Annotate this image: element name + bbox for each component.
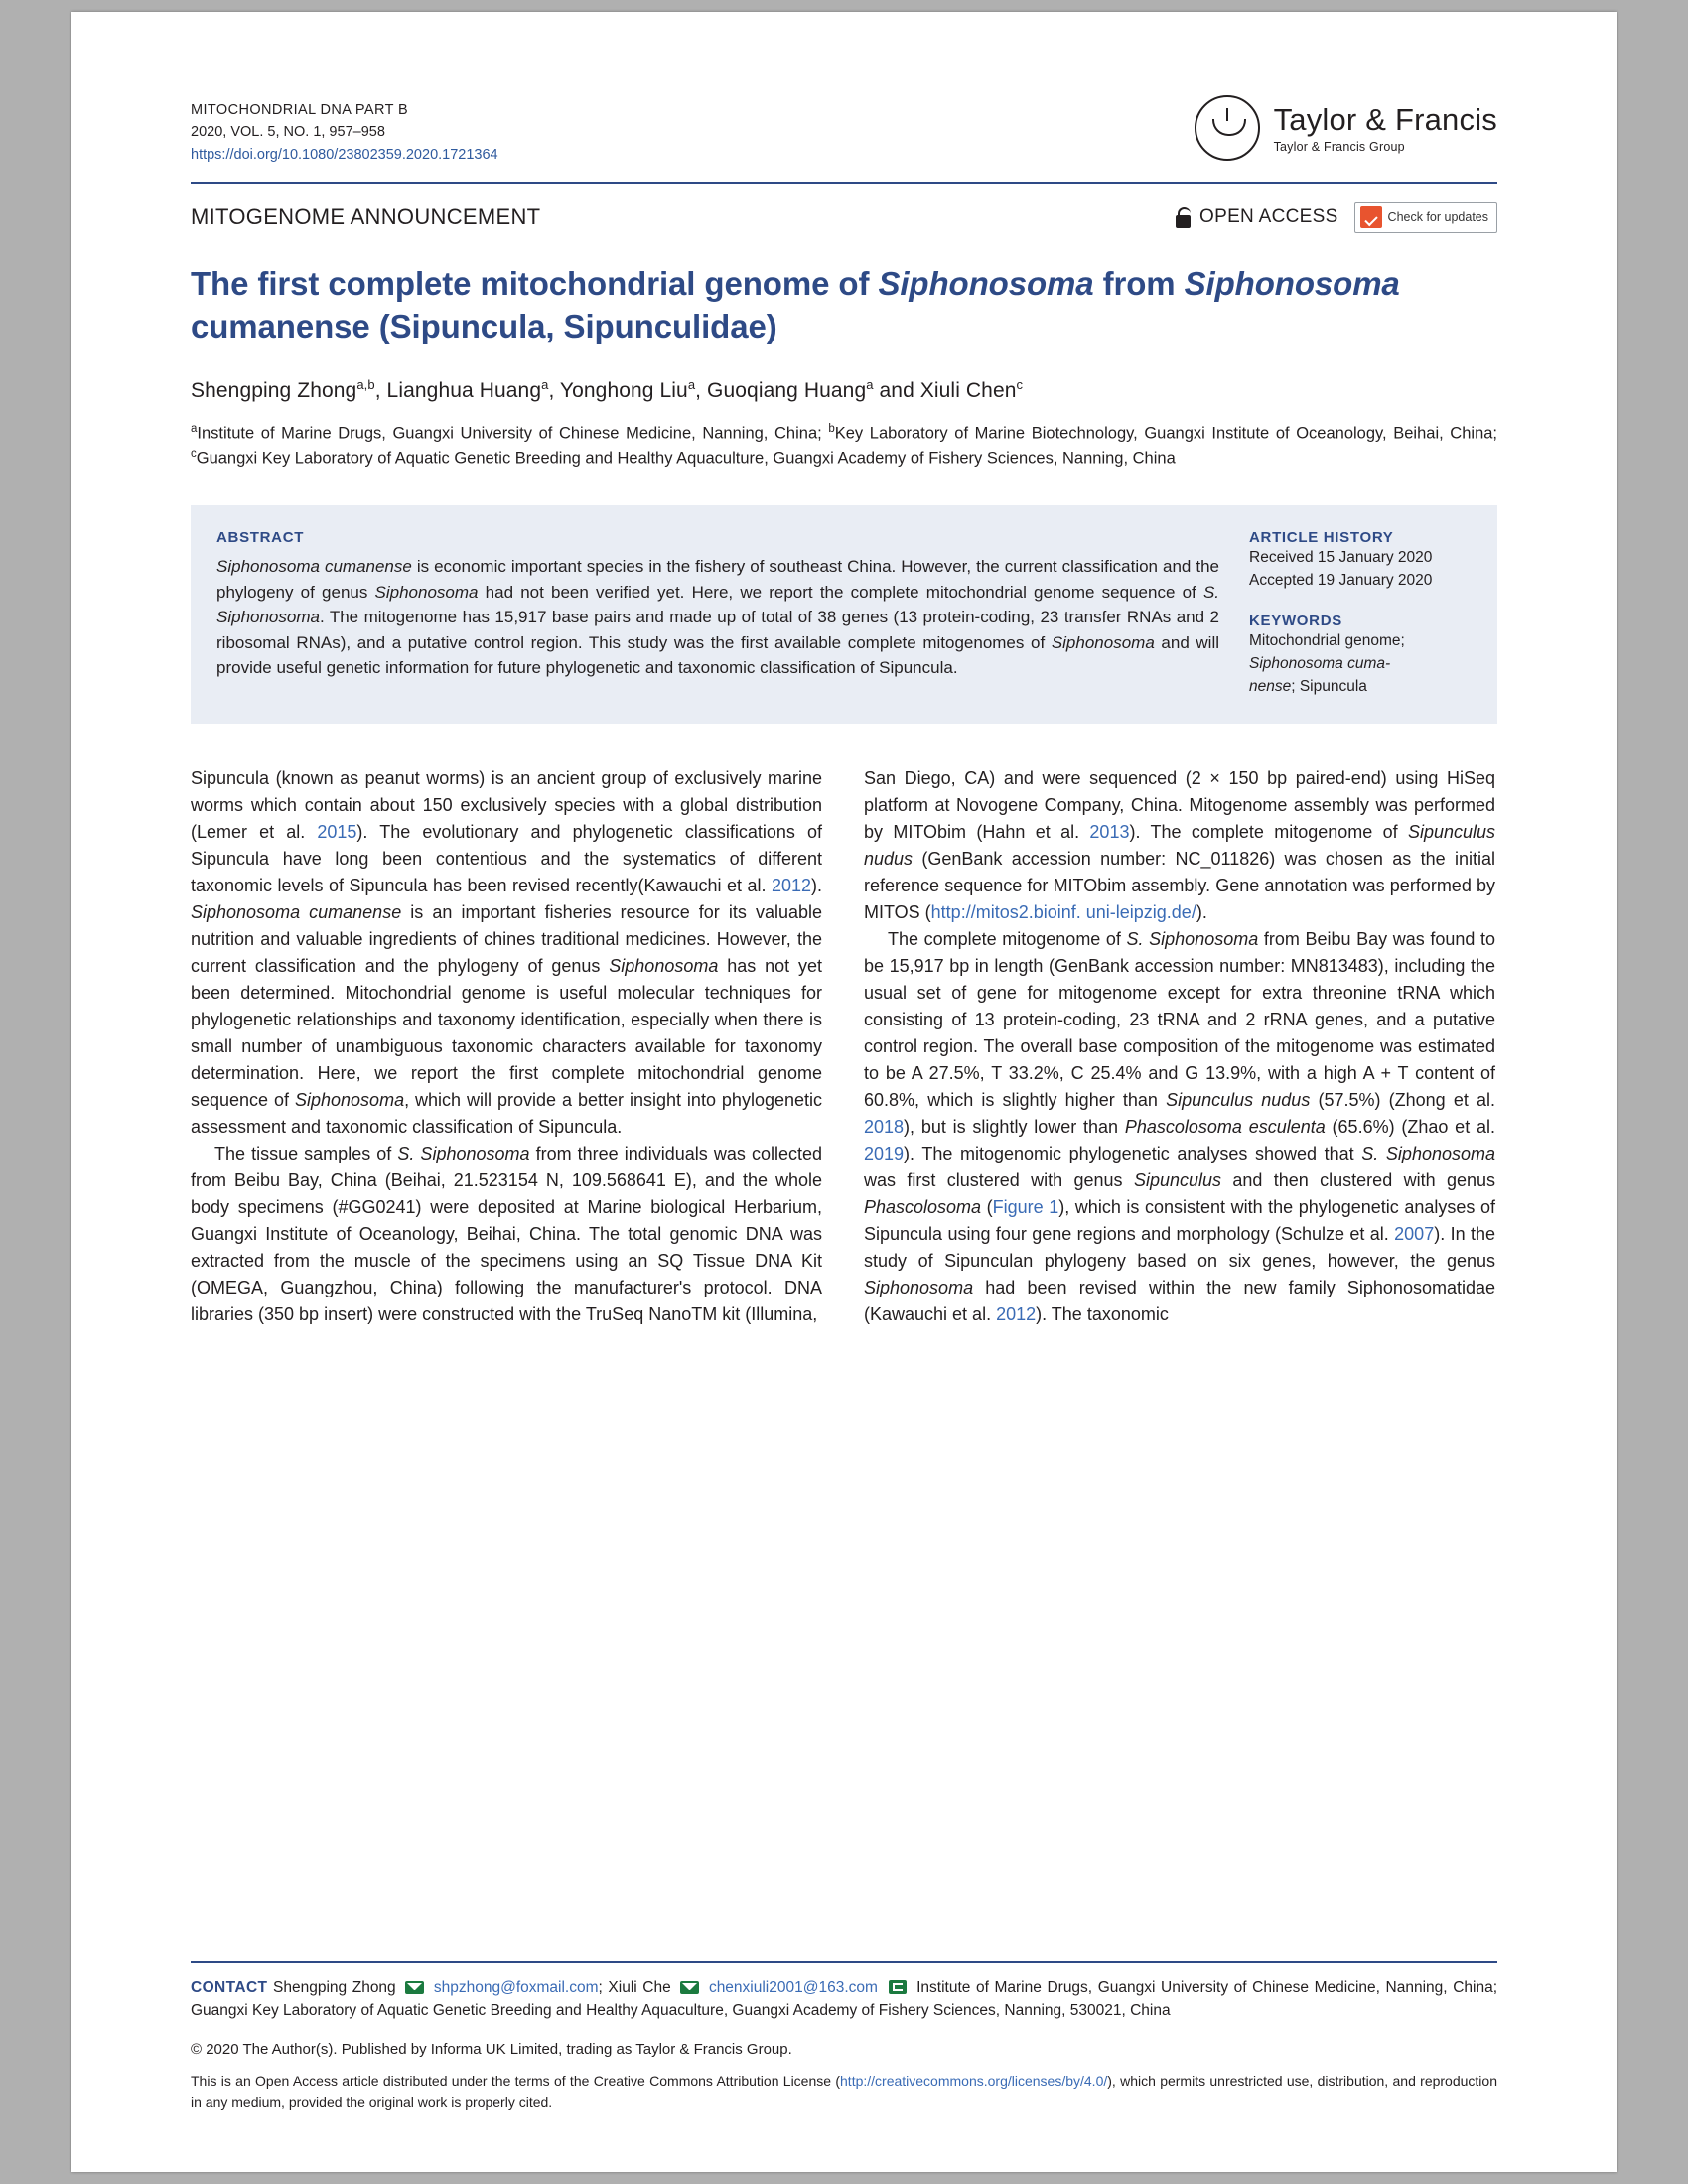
figure-link[interactable]: Figure 1 [992,1197,1059,1218]
check-for-updates-button[interactable] [1354,202,1497,233]
contact-block: CONTACT Shengping Zhong shpzhong@foxmail.com; Xiuli Che chenxiuli2001@163.com Institute of Marine Drugs, Guangxi University of Chinese Medicine, Nanning, China; Guangxi Key Laboratory of Aquatic Genetic Breeding and Healthy Aquaculture, Guangxi Academy of Fishery Sciences, Nanning, 530021, China [191,1979,1497,2020]
abstract-column [216,529,1219,698]
contact-label: CONTACT [191,1979,268,1996]
copyright-text: © 2020 The Author(s). Published by Informa UK Limited, trading as Taylor & Francis Group. [191,2040,792,2058]
title-segment-1: The first complete mitochondrial genome of [191,265,879,303]
taylor-francis-mark-icon [1195,95,1260,161]
masthead [191,99,1497,166]
publisher-logo [1195,95,1497,161]
article-type-label: MITOGENOME ANNOUNCEMENT [191,205,541,230]
open-access-label: OPEN ACCESS [1199,206,1338,228]
right-column [864,765,1495,1328]
accepted-date: Accepted 19 January 2020 [1249,572,1433,590]
title-italic-2: Siphonosoma [1184,265,1400,303]
received-date: Received 15 January 2020 [1249,549,1433,567]
announcement-bar [191,202,1497,233]
address-icon [889,1980,907,1994]
keywords-heading: KEYWORDS [1249,612,1342,629]
envelope-icon [405,1981,424,1994]
crossmark-icon [1360,206,1382,228]
contact-email-2[interactable]: chenxiuli2001@163.com [708,1979,878,1996]
title-segment-3: cumanense (Sipuncula, Sipunculidae) [191,307,777,344]
citation-link[interactable]: 2012 [996,1304,1037,1325]
citation-link[interactable]: 2019 [864,1144,905,1164]
keywords-text: Mitochondrial genome; Siphonosoma cuma- nense; Sipuncula [1249,631,1405,696]
abstract-heading: ABSTRACT [216,529,305,547]
paragraph: The complete mitogenome of S. Siphonosoma from Beibu Bay was found to be 15,917 bp in length (GenBank accession number: MN813483), including the usual set of gene for mitogenome except for extra threonine tRNA which consisting of 13 protein-coding, 23 tRNA and 2 rRNA genes, and a putative control region. The overall base composition of the mitogenome was estimated to be A 27.5%, T 33.2%, C 25.4% and G 13.9%, with a high A + T content of 60.8%, which is slightly higher than Sipunculus nudus (57.5%) (Zhong et al. 2018), but is slightly lower than Phascolosoma esculenta (65.6%) (Zhao et al. 2019). The mitogenomic phylogenetic analyses showed that S. Siphonosoma was first clustered with genus Sipunculus and then clustered with genus Phascolosoma (Figure 1), which is consistent with the phylogenetic analyses of Sipuncula using four gene regions and morphology (Schulze et al. 2007). In the study of Sipunculan phylogeny based on six genes, however, the genus Siphonosoma had been revised within the new family Siphonosomatidae (Kawauchi et al. 2012). The taxonomic [864,929,1496,1325]
page-footer [191,1961,1497,2113]
abstract-text: Siphonosoma cumanense is economic important species in the fishery of southeast China. However, the current classification and the phylogeny of genus Siphonosoma had not been verified yet. Here, we report the complete mitochondrial genome sequence of S. Siphonosoma. The mitogenome has 15,917 base pairs and made up of total of 38 genes (13 protein-coding, 23 transfer RNAs and 2 ribosomal RNAs), and a putative control region. This study was the first available complete mitogenomes of Siphonosoma and will provide useful genetic information for future phylogenetic and taxonomic classification of Sipuncula. [216,557,1219,678]
mitos-url-link[interactable]: http://mitos2.bioinf. uni-leipzig.de/ [930,902,1196,923]
paragraph: San Diego, CA) and were sequenced (2 × 150 bp paired-end) using HiSeq platform at Novogene Company, China. Mitogenome assembly was performed by MITObim (Hahn et al. 2013). The complete mitogenome of Sipunculus nudus (GenBank accession number: NC_011826) was chosen as the initial reference sequence for MITObim assembly. Gene annotation was performed by MITOS (http://mitos2.bioinf. uni-leipzig.de/). [864,768,1496,923]
header-divider [191,182,1497,184]
open-access-badge [1176,206,1338,228]
doi-link[interactable]: https://doi.org/10.1080/23802359.2020.1721364 [191,146,498,163]
article-history-heading: ARTICLE HISTORY [1249,529,1394,547]
journal-title: MITOCHONDRIAL DNA PART B [191,102,409,118]
author-list: Shengping Zhong$^{a,b}$, Lianghua Huang$^a$, Yonghong Liu$^a$, Guoqiang Huang$^a$ and Xiuli Chen$^c$ [191,376,1024,402]
abstract-sidebar [1249,529,1472,698]
open-lock-icon [1176,207,1191,228]
license-url-link[interactable]: http://creativecommons.org/licenses/by/4.0/ [840,2073,1108,2089]
body-columns [191,765,1497,1328]
publisher-sub-label: Taylor & Francis Group [1273,140,1405,154]
page-title [191,263,1497,346]
keywords-block [1249,613,1472,699]
citation-link[interactable]: 2007 [1394,1224,1435,1245]
envelope-icon [680,1981,699,1994]
title-segment-2: from [1093,265,1185,303]
page-content [191,99,1497,1328]
left-column [191,765,822,1328]
paragraph: Sipuncula (known as peanut worms) is an ancient group of exclusively marine worms which contain about 150 exclusively species with a global distribution (Lemer et al. 2015). The evolutionary and phylogenetic classifications of Sipuncula have long been contentious and the systematics of different taxonomic levels of Sipuncula has been revised recently(Kawauchi et al. 2012). Siphonosoma cumanense is an important fisheries resource for its valuable nutrition and valuable ingredients of chines traditional medicines. However, the current classification and the phylogeny of genus Siphonosoma has not yet been determined. Mitochondrial genome is useful molecular techniques for phylogenetic relationships and taxonomy identification, especially when there is small number of unambiguous taxonomic characters available for taxonomy determination. Here, we report the first complete mitochondrial genome sequence of Siphonosoma, which will provide a better insight into phylogenetic assessment and taxonomic classification of Sipuncula. [191,768,823,1138]
affiliations: $^a$Institute of Marine Drugs, Guangxi University of Chinese Medicine, Nanning, China; $^b$Key Laboratory of Marine Biotechnology, Guangxi Institute of Oceanology, Beihai, China; $^c$Guangxi Key Laboratory of Aquatic Genetic Breeding and Healthy Aquaculture, Guangxi Academy of Fishery Sciences, Nanning, China [191,422,1498,468]
article-page [71,12,1617,2172]
paragraph: The tissue samples of S. Siphonosoma from three individuals was collected from Beibu Bay, China (Beihai, 21.523154 N, 109.568641 E), and the whole body specimens (#GG0241) were deposited at Marine biological Herbarium, Guangxi Institute of Oceanology, Beihai, China. The total genomic DNA was extracted from the muscle of the specimens using an SQ Tissue DNA Kit (OMEGA, Guangzhou, China) following the manufacturer's protocol. DNA libraries (350 bp insert) were constructed with the TruSeq NanoTM kit (Illumina, [191,1144,822,1325]
journal-issue: 2020, VOL. 5, NO. 1, 957–958 [191,124,385,141]
citation-link[interactable]: 2013 [1089,822,1130,843]
citation-link[interactable]: 2015 [317,822,357,843]
check-for-updates-label: Check for updates [1387,210,1488,225]
contact-email-1[interactable]: shpzhong@foxmail.com [433,1979,599,1996]
publisher-name [1274,102,1497,154]
citation-link[interactable]: 2012 [771,876,811,896]
publisher-main-label: Taylor & Francis [1273,102,1497,137]
license-text: This is an Open Access article distributed under the terms of the Creative Commons Attribution License (http://creativecommons.org/licenses/by/4.0/), which permits unrestricted use, distribution, and reproduction in any medium, provided the original work is properly cited. [191,2073,1497,2110]
badges [1176,202,1497,233]
journal-info [191,99,498,166]
title-italic-1: Siphonosoma [878,265,1094,303]
abstract-box [191,505,1497,724]
footer-divider [191,1961,1497,1963]
citation-link[interactable]: 2018 [864,1117,905,1138]
